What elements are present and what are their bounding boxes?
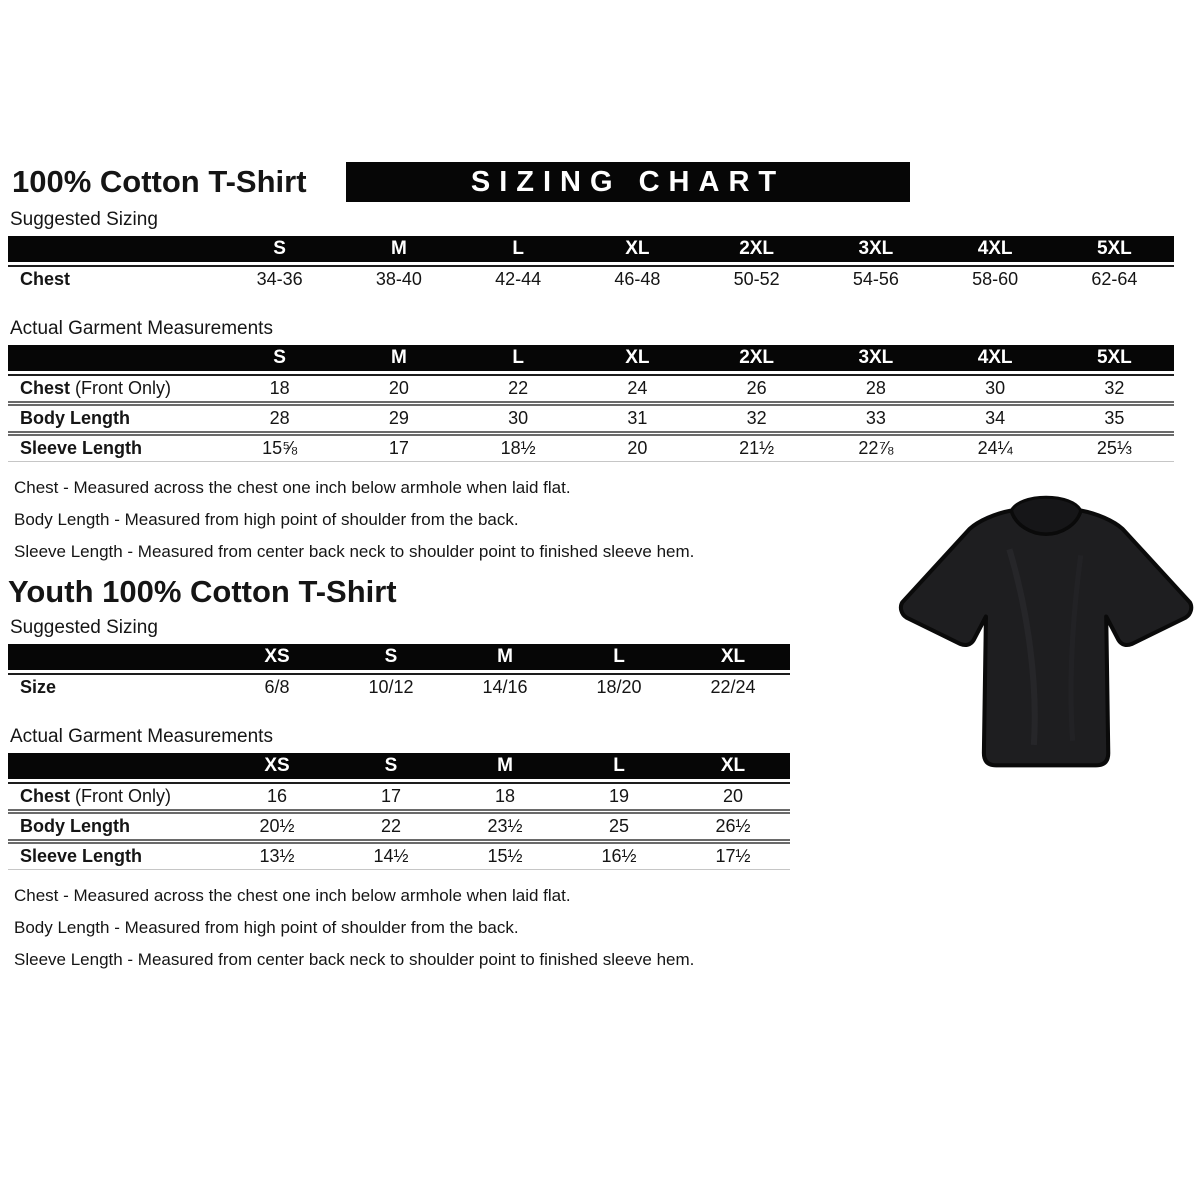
adult-suggested-sizing-label: Suggested Sizing	[10, 209, 158, 230]
measurement-cell: 24¼	[936, 431, 1055, 462]
tshirt-body	[901, 511, 1191, 766]
size-column-header: 4XL	[936, 345, 1055, 374]
note-chest: Chest - Measured across the chest one inch below armhole when laid flat.	[14, 478, 571, 497]
measurement-cell: 58-60	[936, 265, 1055, 292]
page-title: 100% Cotton T-Shirt	[12, 164, 307, 199]
measurement-cell: 23½	[448, 809, 562, 839]
measurement-cell: 22/24	[676, 673, 790, 700]
note-chest: Chest - Measured across the chest one inch below armhole when laid flat.	[14, 886, 571, 905]
note-body-length: Body Length - Measured from high point of shoulder from the back.	[14, 918, 519, 937]
measurement-cell: 13½	[220, 839, 334, 870]
measurement-cell: 20	[578, 431, 697, 462]
measurement-cell: 17	[339, 431, 458, 462]
size-column-header: 2XL	[697, 236, 816, 265]
row-label: Size	[8, 673, 220, 700]
size-column-header: XS	[220, 644, 334, 673]
measurement-cell: 29	[339, 401, 458, 431]
row-label: Chest (Front Only)	[8, 374, 220, 401]
size-column-header: L	[562, 644, 676, 673]
measurement-cell: 20	[339, 374, 458, 401]
size-column-header: L	[562, 753, 676, 782]
size-column-header: XL	[578, 345, 697, 374]
measurement-cell: 33	[816, 401, 935, 431]
size-column-header: XL	[676, 753, 790, 782]
measurement-cell: 54-56	[816, 265, 935, 292]
table-row	[8, 809, 790, 839]
table-row	[8, 673, 790, 700]
size-column-header: 2XL	[697, 345, 816, 374]
measurement-cell: 32	[697, 401, 816, 431]
table-row	[8, 265, 1174, 292]
measurement-cell: 28	[816, 374, 935, 401]
size-column-header: S	[334, 644, 448, 673]
size-column-header: 3XL	[816, 236, 935, 265]
measurement-cell: 34-36	[220, 265, 339, 292]
row-label: Body Length	[8, 809, 220, 839]
header-row	[8, 644, 790, 673]
size-column-header: S	[220, 236, 339, 265]
size-column-header: M	[448, 644, 562, 673]
note-sleeve-length: Sleeve Length - Measured from center back neck to shoulder point to finished sleeve hem.	[14, 950, 695, 969]
tshirt-graphic	[889, 484, 1195, 802]
measurement-cell: 21½	[697, 431, 816, 462]
header-label-spacer	[8, 644, 220, 673]
table-row	[8, 374, 1174, 401]
measurement-cell: 22	[334, 809, 448, 839]
measurement-cell: 62-64	[1055, 265, 1174, 292]
table-row	[8, 782, 790, 809]
row-label: Sleeve Length	[8, 431, 220, 462]
row-label: Sleeve Length	[8, 839, 220, 870]
measurement-cell: 35	[1055, 401, 1174, 431]
measurement-cell: 32	[1055, 374, 1174, 401]
header-label-spacer	[8, 236, 220, 265]
size-column-header: L	[459, 345, 578, 374]
youth-suggested-sizing-label: Suggested Sizing	[10, 617, 158, 638]
table-row	[8, 401, 1174, 431]
youth-section-title: Youth 100% Cotton T-Shirt	[8, 574, 397, 609]
note-sleeve-length: Sleeve Length - Measured from center back neck to shoulder point to finished sleeve hem.	[14, 542, 695, 561]
tshirt-image	[889, 484, 1195, 802]
header-row	[8, 236, 1174, 265]
sizing-chart-banner: SIZING CHART	[346, 162, 910, 202]
size-column-header: M	[339, 236, 458, 265]
adult-measurements-label: Actual Garment Measurements	[10, 318, 273, 339]
measurement-cell: 26½	[676, 809, 790, 839]
adult-suggested-sizing-table	[8, 236, 1174, 292]
header-row	[8, 162, 1178, 202]
measurement-cell: 34	[936, 401, 1055, 431]
measurement-cell: 15½	[448, 839, 562, 870]
header-label-spacer	[8, 345, 220, 374]
measurement-cell: 16	[220, 782, 334, 809]
measurement-cell: 25	[562, 809, 676, 839]
measurement-cell: 16½	[562, 839, 676, 870]
row-label: Chest	[8, 265, 220, 292]
row-label: Chest (Front Only)	[8, 782, 220, 809]
measurement-cell: 6/8	[220, 673, 334, 700]
header-row	[8, 753, 790, 782]
measurement-cell: 42-44	[459, 265, 578, 292]
measurement-cell: 14/16	[448, 673, 562, 700]
measurement-cell: 18	[448, 782, 562, 809]
size-column-header: 3XL	[816, 345, 935, 374]
measurement-cell: 20	[676, 782, 790, 809]
size-column-header: XL	[578, 236, 697, 265]
size-column-header: XS	[220, 753, 334, 782]
youth-measurements-label: Actual Garment Measurements	[10, 726, 273, 747]
measurement-cell: 46-48	[578, 265, 697, 292]
measurement-cell: 30	[459, 401, 578, 431]
measurement-cell: 22⅞	[816, 431, 935, 462]
measurement-cell: 24	[578, 374, 697, 401]
measurement-cell: 18	[220, 374, 339, 401]
size-column-header: 5XL	[1055, 345, 1174, 374]
measurement-cell: 10/12	[334, 673, 448, 700]
measurement-cell: 22	[459, 374, 578, 401]
size-column-header: XL	[676, 644, 790, 673]
measurement-cell: 30	[936, 374, 1055, 401]
measurement-cell: 31	[578, 401, 697, 431]
header-label-spacer	[8, 753, 220, 782]
note-body-length: Body Length - Measured from high point of shoulder from the back.	[14, 510, 519, 529]
table-row	[8, 431, 1174, 462]
measurement-cell: 25⅓	[1055, 431, 1174, 462]
size-column-header: L	[459, 236, 578, 265]
measurement-cell: 38-40	[339, 265, 458, 292]
measurement-cell: 20½	[220, 809, 334, 839]
measurement-cell: 18/20	[562, 673, 676, 700]
row-label: Body Length	[8, 401, 220, 431]
measurement-cell: 28	[220, 401, 339, 431]
youth-suggested-sizing-table	[8, 644, 790, 700]
adult-measurements-table	[8, 345, 1174, 462]
measurement-cell: 19	[562, 782, 676, 809]
header-row	[8, 345, 1174, 374]
measurement-cell: 50-52	[697, 265, 816, 292]
youth-notes	[14, 886, 1178, 970]
measurement-cell: 26	[697, 374, 816, 401]
size-column-header: 5XL	[1055, 236, 1174, 265]
youth-measurements-table	[8, 753, 790, 870]
measurement-cell: 18½	[459, 431, 578, 462]
table-row	[8, 839, 790, 870]
size-column-header: M	[448, 753, 562, 782]
measurement-cell: 17½	[676, 839, 790, 870]
size-column-header: S	[334, 753, 448, 782]
measurement-cell: 14½	[334, 839, 448, 870]
size-column-header: M	[339, 345, 458, 374]
measurement-cell: 15⅝	[220, 431, 339, 462]
size-column-header: 4XL	[936, 236, 1055, 265]
size-column-header: S	[220, 345, 339, 374]
measurement-cell: 17	[334, 782, 448, 809]
